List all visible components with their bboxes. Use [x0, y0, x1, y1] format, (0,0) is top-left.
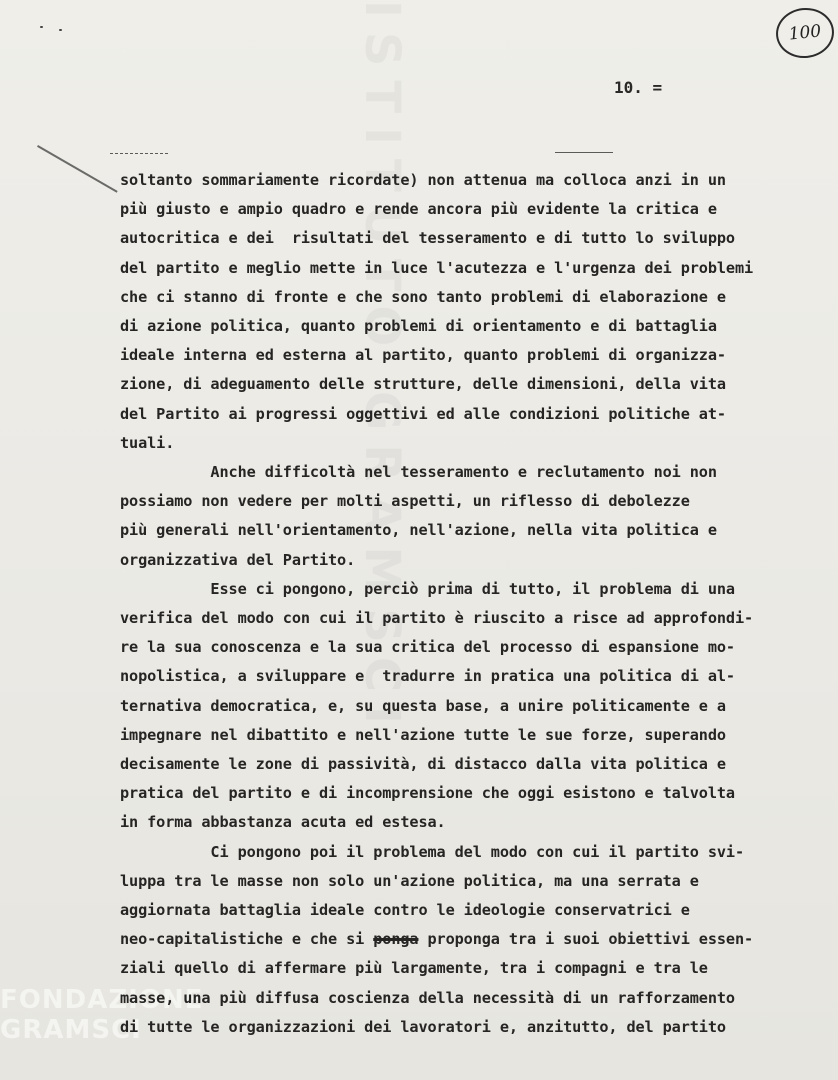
text-line: Ci pongono poi il problema del modo con cui il partito svi- — [120, 842, 745, 861]
text-line: Esse ci pongono, perciò prima di tutto, il problema di una — [120, 579, 735, 598]
typewritten-body — [120, 166, 820, 1042]
text-line: in forma abbastanza acuta ed estesa. — [120, 813, 446, 832]
text-line: luppa tra le masse non solo un'azione politica, ma una serrata e — [120, 871, 699, 890]
text-line: di azione politica, quanto problemi di orientamento e di battaglia — [120, 317, 717, 336]
text-line: ternativa democratica, e, su questa base, a unire politicamente e a — [120, 696, 726, 715]
text-line: organizzativa del Partito. — [120, 550, 356, 569]
text-line: soltanto sommariamente ricordate) non attenua ma colloca anzi in un — [120, 171, 726, 189]
watermark-line-1: FONDAZIONE — [0, 985, 204, 1015]
text-line: autocritica e dei risultati del tesseramento e di tutto lo sviluppo — [120, 229, 735, 248]
text-line: masse, una più diffusa coscienza della necessità di un rafforzamento — [120, 988, 735, 1007]
watermark-line-2: GRAMSCI — [0, 1015, 142, 1045]
text-line: zione, di adeguamento delle strutture, delle dimensioni, della vita — [120, 375, 726, 394]
text-line: del Partito ai progressi oggettivi ed alle condizioni politiche at- — [120, 404, 726, 423]
text-line: re la sua conoscenza e la sua critica del processo di espansione mo- — [120, 638, 735, 657]
text-line: decisamente le zone di passività, di distacco dalla vita politica e — [120, 755, 726, 774]
pen-stroke-mark — [37, 145, 117, 192]
header-rule-middle — [555, 152, 613, 153]
correction-after: proponga tra i suoi obiettivi essen- — [418, 930, 754, 949]
text-line: possiamo non vedere per molti aspetti, un riflesso di debolezze — [120, 492, 690, 511]
handwritten-page-stamp: 100 — [774, 5, 837, 61]
text-line: più generali nell'orientamento, nell'azione, nella vita politica e — [120, 521, 717, 540]
header-rule-left — [110, 153, 168, 154]
text-line: del partito e meglio mette in luce l'acutezza e l'urgenza dei problemi — [120, 258, 754, 277]
text-line: aggiornata battaglia ideale contro le ideologie conservatrici e — [120, 901, 690, 920]
text-line: che ci stanno di fronte e che sono tanto problemi di elaborazione e — [120, 287, 726, 306]
text-line: di tutte le organizzazioni dei lavoratori e, anzitutto, del partito — [120, 1017, 726, 1036]
text-line: verifica del modo con cui il partito è riuscito a risce ad approfondi- — [120, 609, 754, 628]
text-line: ideale interna ed esterna al partito, quanto problemi di organizza- — [120, 346, 726, 365]
archive-watermark-vertical: ISTITUTO GRAMSCI — [354, 0, 410, 738]
correction-before: neo-capitalistiche e che si — [120, 930, 374, 949]
text-line: impegnare nel dibattito e nell'azione tutte le sue forze, superando — [120, 725, 726, 744]
speck-mark — [40, 26, 43, 28]
struck-out-word: ponga — [373, 930, 419, 949]
text-line-with-correction — [120, 930, 753, 948]
speck-mark — [59, 29, 62, 31]
text-line: Anche difficoltà nel tesseramento e reclutamento noi non — [120, 463, 717, 482]
text-line: più giusto e ampio quadro e rende ancora più evidente la critica e — [120, 200, 717, 219]
text-line: tuali. — [120, 433, 175, 452]
text-line: nopolistica, a sviluppare e tradurre in pratica una politica di al- — [120, 667, 735, 686]
text-line: ziali quello di affermare più largamente, tra i compagni e tra le — [120, 959, 708, 978]
page-number: 10. = — [614, 78, 663, 97]
text-line: pratica del partito e di incomprensione che oggi esistono e talvolta — [120, 784, 735, 803]
